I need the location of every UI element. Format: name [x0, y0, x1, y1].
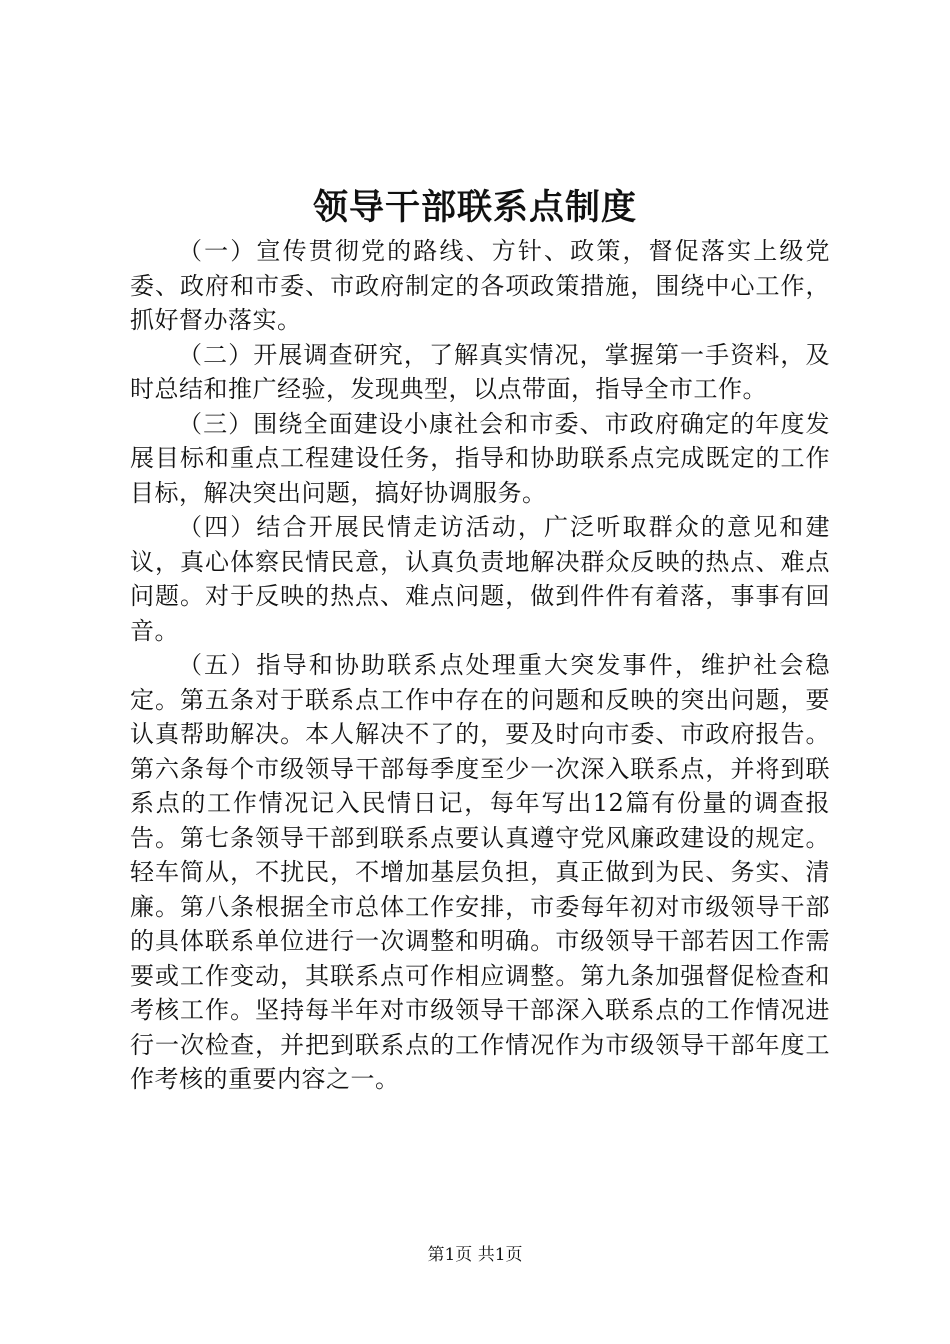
document-body [130, 234, 830, 1097]
paragraph-5: （五）指导和协助联系点处理重大突发事件，维护社会稳定。第五条对于联系点工作中存在的问题和反映的突出问题，要认真帮助解决。本人解决不了的，要及时向市委、市政府报告。第六条每个市级领导干部每季度至少一次深入联系点，并将到联系点的工作情况记入民情日记，每年写出12篇有份量的调查报告。第七条领导干部到联系点要认真遵守党风廉政建设的规定。轻车简从，不扰民，不增加基层负担，真正做到为民、务实、清廉。第八条根据全市总体工作安排，市委每年初对市级领导干部的具体联系单位进行一次调整和明确。市级领导干部若因工作需要或工作变动，其联系点可作相应调整。第九条加强督促检查和考核工作。坚持每半年对市级领导干部深入联系点的工作情况进行一次检查，并把到联系点的工作情况作为市级领导干部年度工作考核的重要内容之一。 [130, 651, 830, 1093]
paragraph-4: （四）结合开展民情走访活动，广泛听取群众的意见和建议，真心体察民情民意，认真负责地解决群众反映的热点、难点问题。对于反映的热点、难点问题，做到件件有着落，事事有回音。 [130, 513, 830, 645]
paragraph-2: （二）开展调查研究，了解真实情况，掌握第一手资料，及时总结和推广经验，发现典型，以点带面，指导全市工作。 [130, 340, 830, 403]
paragraph-1: （一）宣传贯彻党的路线、方针、政策，督促落实上级党委、政府和市委、市政府制定的各项政策措施，围绕中心工作，抓好督办落实。 [130, 237, 830, 334]
page-footer: 第1页 共1页 [427, 1245, 523, 1265]
paragraph-3: （三）围绕全面建设小康社会和市委、市政府确定的年度发展目标和重点工程建设任务，指导和协助联系点完成既定的工作目标，解决突出问题，搞好协调服务。 [130, 409, 830, 507]
document-title: 领导干部联系点制度 [312, 187, 637, 228]
